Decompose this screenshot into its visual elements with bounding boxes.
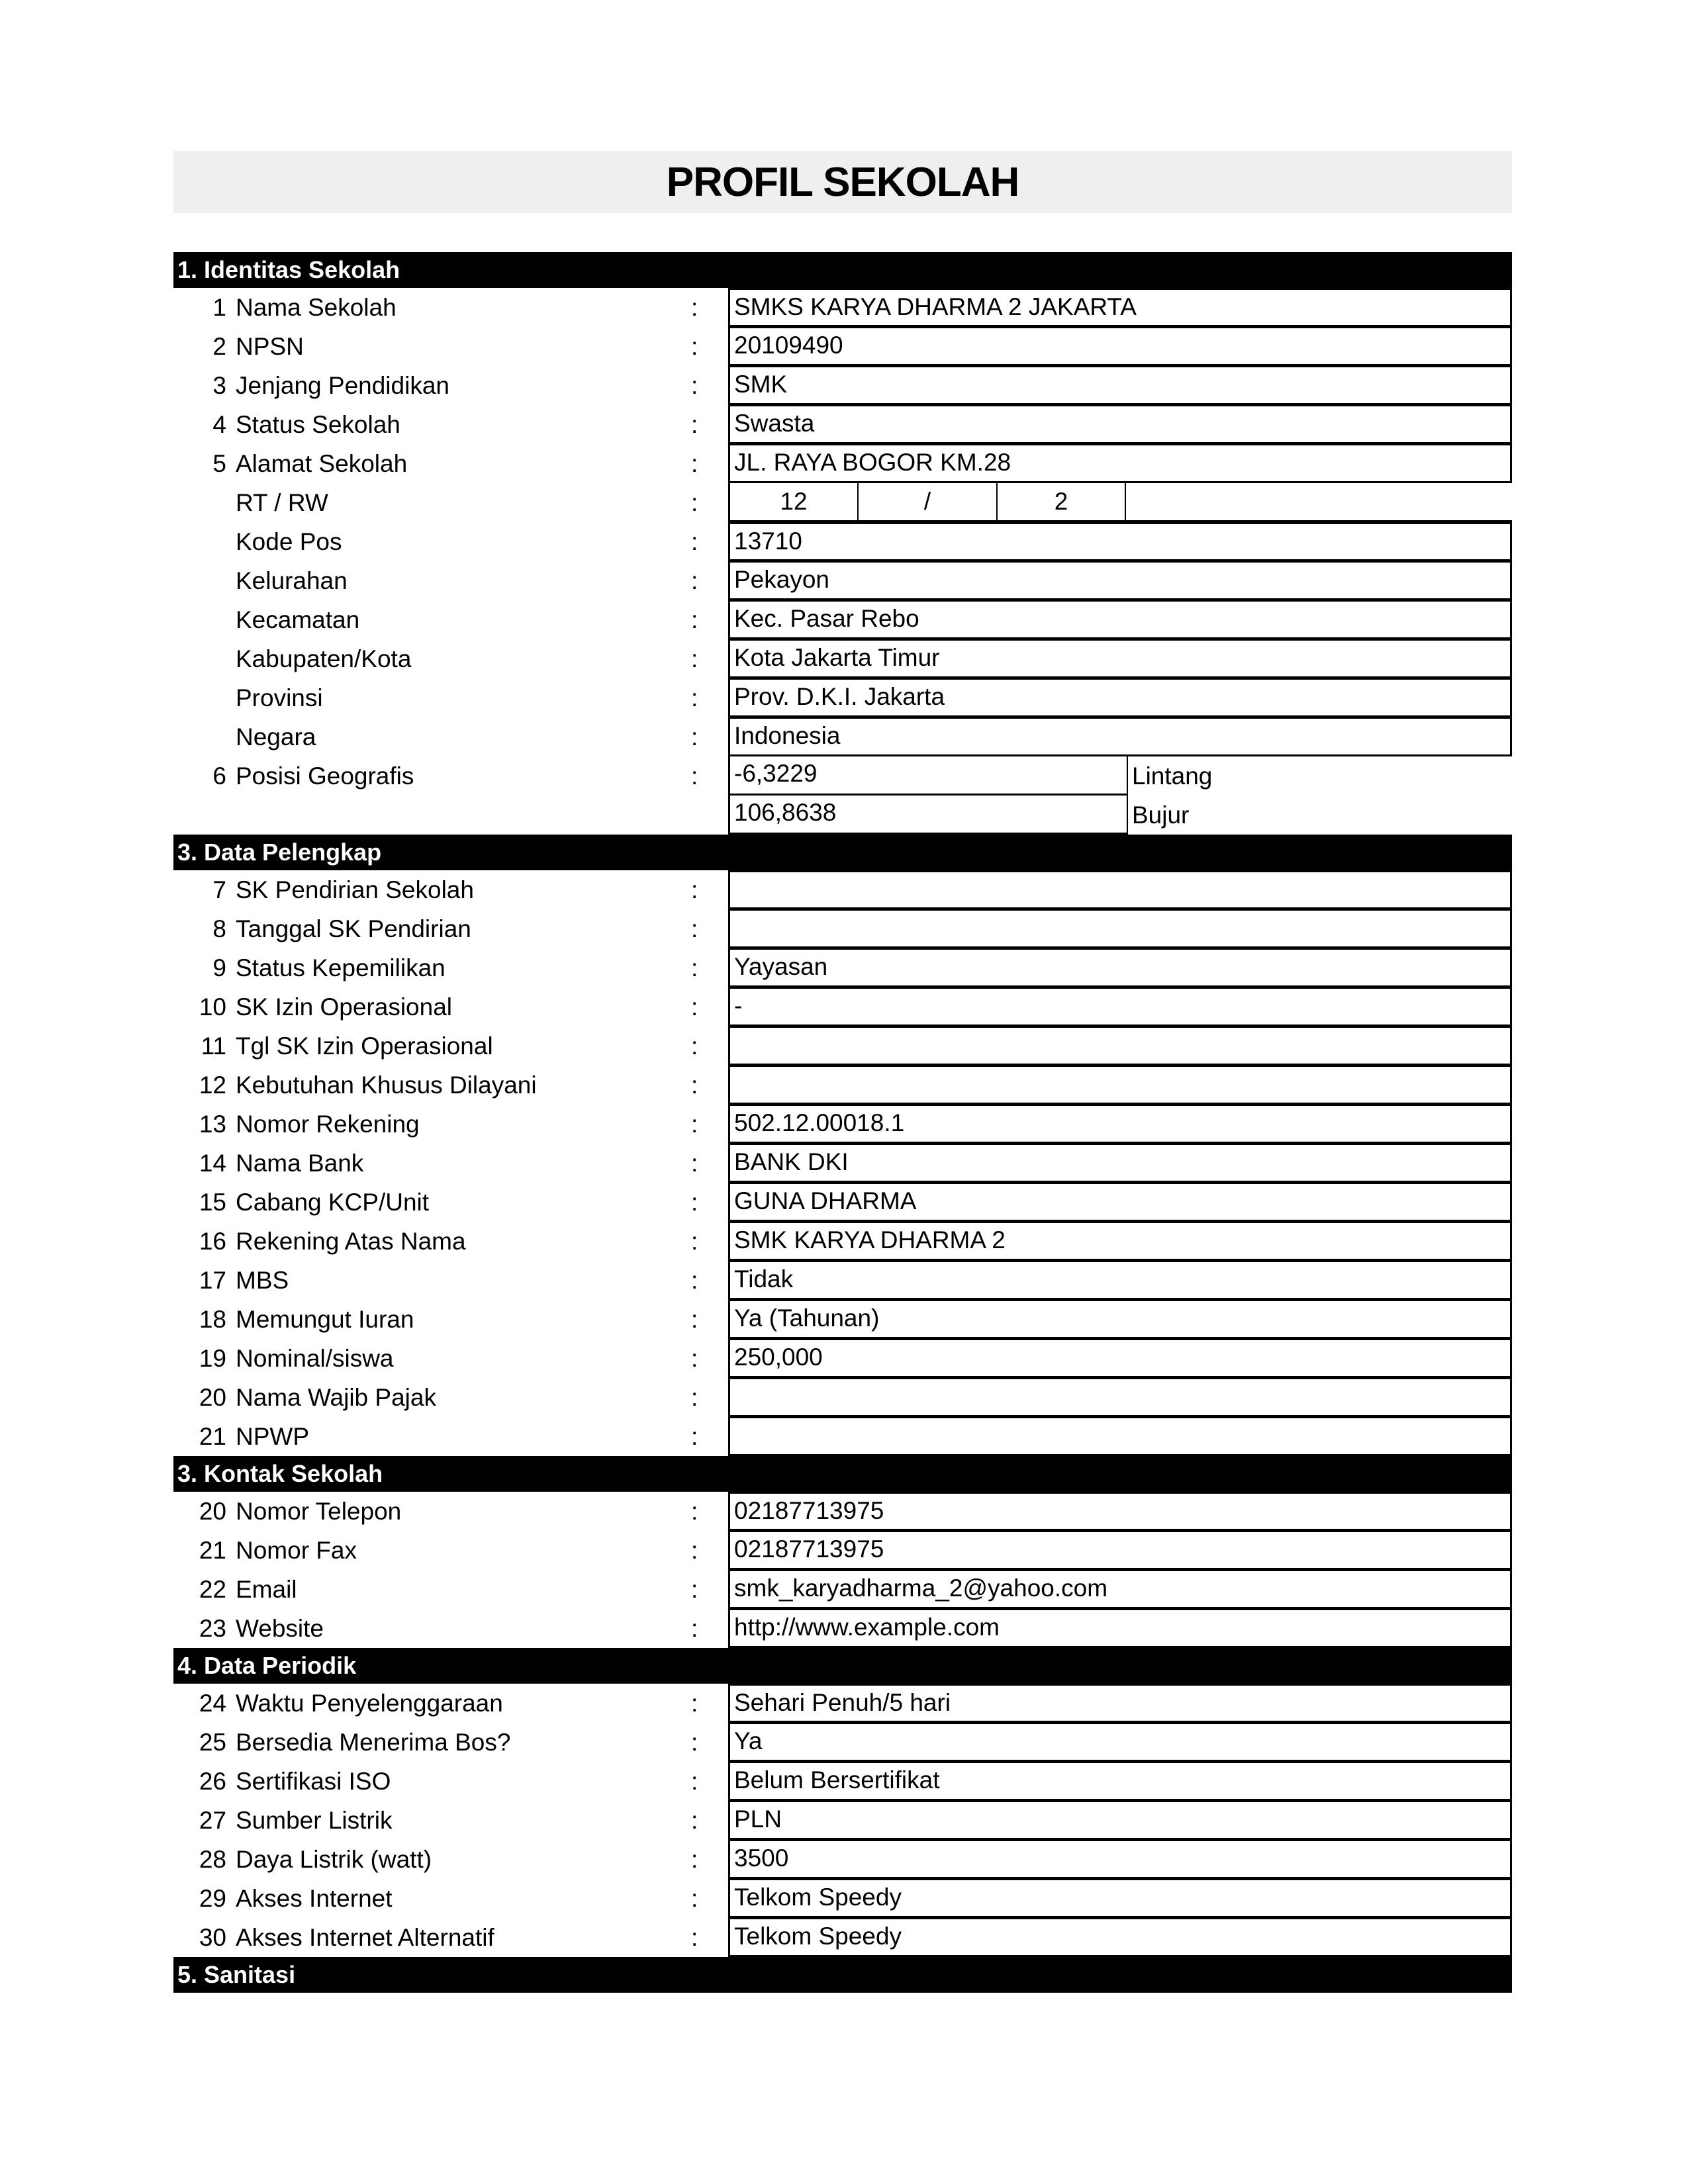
page-title: PROFIL SEKOLAH [666,159,1019,205]
section-header-pelengkap: 3. Data Pelengkap [173,835,1512,870]
colon: : [691,684,698,711]
status-sekolah-field[interactable]: Swasta [728,405,1512,444]
row-number: 24 [199,1690,226,1717]
row-number: 21 [199,1537,226,1564]
colon: : [691,1384,698,1411]
field-label: Sertifikasi ISO [236,1768,391,1795]
row-number: 11 [201,1032,226,1060]
colon: : [691,1498,698,1525]
field-label: Status Kepemilikan [236,954,445,981]
table-row [173,1531,1512,1570]
field-label: Kelurahan [236,567,348,594]
table-row [173,405,1512,444]
section-header-periodik: 4. Data Periodik [173,1648,1512,1684]
field-label: Nomor Telepon [236,1498,402,1525]
field-label: Kecamatan [236,606,360,633]
rt-rw-group [728,483,1512,522]
colon: : [691,993,698,1021]
colon: : [691,1267,698,1294]
table-row-geo-longitude [173,796,1512,835]
row-number: 23 [199,1615,226,1642]
field-label: Provinsi [236,684,323,711]
colon: : [691,1111,698,1138]
field-label: Email [236,1576,297,1603]
table-row [173,1183,1512,1222]
field-label: MBS [236,1267,289,1294]
table-row [173,288,1512,327]
table-row [173,366,1512,405]
kontak-value-field[interactable]: 02187713975 [728,1492,1512,1531]
pelengkap-value-field[interactable]: Ya (Tahunan) [728,1300,1512,1339]
colon: : [691,1807,698,1834]
row-number: 2 [212,333,226,360]
table-row-geo-latitude [173,756,1512,796]
pelengkap-rows [173,870,1512,1456]
table-row [173,1261,1512,1300]
pelengkap-value-field[interactable]: SMK KARYA DHARMA 2 [728,1222,1512,1261]
row-number: 10 [199,993,226,1021]
row-number: 4 [212,411,226,438]
row-number: 12 [199,1071,226,1099]
field-label: Rekening Atas Nama [236,1228,466,1255]
field-label: Status Sekolah [236,411,400,438]
colon: : [691,876,698,903]
colon: : [691,1768,698,1795]
kontak-value-field[interactable]: 02187713975 [728,1531,1512,1570]
field-label: Nomor Rekening [236,1111,420,1138]
jenjang-pendidikan-field[interactable]: SMK [728,366,1512,405]
periodik-value-field[interactable]: Telkom Speedy [728,1918,1512,1957]
table-row [173,717,1512,756]
latitude-label: Lintang [1132,762,1213,790]
spacer [173,213,1512,252]
colon: : [691,1846,698,1873]
field-label: Negara [236,723,316,751]
periodik-value-field[interactable]: 3500 [728,1840,1512,1879]
colon: : [691,1885,698,1912]
table-row [173,1684,1512,1723]
row-number: 1 [212,294,226,321]
colon: : [691,372,698,399]
section-header-sanitasi: 5. Sanitasi [173,1957,1512,1993]
field-label: Tanggal SK Pendirian [236,915,471,942]
row-number: 17 [199,1267,226,1294]
row-number: 20 [199,1498,226,1525]
field-label: Nomor Fax [236,1537,357,1564]
field-label: Posisi Geografis [236,762,414,790]
table-row [173,1105,1512,1144]
row-number: 14 [199,1150,226,1177]
pelengkap-value-field[interactable] [728,1026,1512,1066]
row-number: 9 [212,954,226,981]
title-band [173,151,1512,213]
table-row [173,1801,1512,1840]
nama-sekolah-field[interactable]: SMKS KARYA DHARMA 2 JAKARTA [728,288,1512,327]
kontak-value-field[interactable]: smk_karyadharma_2@yahoo.com [728,1570,1512,1609]
table-row [173,987,1512,1026]
field-label: Tgl SK Izin Operasional [236,1032,493,1060]
table-row [173,600,1512,639]
pelengkap-value-field[interactable] [728,1378,1512,1417]
colon: : [691,1345,698,1372]
table-row [173,870,1512,909]
rt-rw-empty-cell [1126,483,1512,520]
field-label: Daya Listrik (watt) [236,1846,432,1873]
pelengkap-value-field[interactable] [728,1417,1512,1456]
field-label: Nominal/siswa [236,1345,394,1372]
periodik-value-field[interactable]: Telkom Speedy [728,1879,1512,1918]
geo-longitude-group [728,796,1512,835]
field-label: RT / RW [236,489,328,516]
colon: : [691,1228,698,1255]
row-number: 27 [199,1807,226,1834]
rt-field[interactable]: 12 [730,483,859,520]
table-row [173,1570,1512,1609]
colon: : [691,1615,698,1642]
colon: : [691,333,698,360]
colon: : [691,1071,698,1099]
row-number: 30 [199,1924,226,1951]
row-number: 3 [212,372,226,399]
latitude-field[interactable]: -6,3229 [728,756,1128,796]
field-label: Nama Sekolah [236,294,397,321]
periodik-value-field[interactable]: PLN [728,1801,1512,1840]
field-label: Waktu Penyelenggaraan [236,1690,503,1717]
table-row [173,1918,1512,1957]
colon: : [691,567,698,594]
colon: : [691,1032,698,1060]
periodik-rows [173,1684,1512,1957]
colon: : [691,606,698,633]
field-label: Kode Pos [236,528,342,555]
section-header-identitas: 1. Identitas Sekolah [173,252,1512,288]
rt-rw-separator: / [859,483,998,520]
row-number: 7 [212,876,226,903]
colon: : [691,411,698,438]
table-row [173,1339,1512,1378]
field-label: Website [236,1615,324,1642]
row-number: 20 [199,1384,226,1411]
colon: : [691,954,698,981]
row-number: 25 [199,1729,226,1756]
colon: : [691,1576,698,1603]
colon: : [691,1306,698,1333]
pelengkap-value-field[interactable]: Tidak [728,1261,1512,1300]
table-row [173,1378,1512,1417]
field-label: Memungut Iuran [236,1306,414,1333]
row-number: 26 [199,1768,226,1795]
row-number: 22 [199,1576,226,1603]
alamat-sekolah-field[interactable]: JL. RAYA BOGOR KM.28 [728,444,1512,483]
rw-field[interactable]: 2 [998,483,1126,520]
row-number: 21 [199,1423,226,1450]
field-label: NPSN [236,333,304,360]
table-row [173,1300,1512,1339]
table-row [173,1026,1512,1066]
field-label: Kabupaten/Kota [236,645,412,672]
table-row [173,1609,1512,1648]
field-label: Akses Internet [236,1885,393,1912]
colon: : [691,762,698,790]
colon: : [691,1189,698,1216]
table-row [173,1222,1512,1261]
field-label: Sumber Listrik [236,1807,393,1834]
table-row-rt-rw [173,483,1512,522]
field-label: Kebutuhan Khusus Dilayani [236,1071,537,1099]
colon: : [691,489,698,516]
table-row [173,522,1512,561]
colon: : [691,1690,698,1717]
colon: : [691,723,698,751]
row-number: 5 [212,450,226,477]
colon: : [691,450,698,477]
periodik-value-field[interactable]: Ya [728,1723,1512,1762]
pelengkap-value-field[interactable]: GUNA DHARMA [728,1183,1512,1222]
field-label: Jenjang Pendidikan [236,372,449,399]
kode-pos-field[interactable]: 13710 [728,522,1512,561]
colon: : [691,528,698,555]
pelengkap-value-field[interactable]: 502.12.00018.1 [728,1105,1512,1144]
row-number: 8 [212,915,226,942]
kontak-rows [173,1492,1512,1648]
pelengkap-value-field[interactable] [728,909,1512,948]
pelengkap-value-field[interactable] [728,870,1512,909]
colon: : [691,1423,698,1450]
table-row [173,1723,1512,1762]
negara-field[interactable]: Indonesia [728,717,1512,756]
profil-sekolah-document [173,151,1512,1993]
field-label: Bersedia Menerima Bos? [236,1729,511,1756]
colon: : [691,1924,698,1951]
colon: : [691,1537,698,1564]
pelengkap-value-field[interactable]: - [728,987,1512,1026]
field-label: Nama Bank [236,1150,364,1177]
pelengkap-value-field[interactable] [728,1066,1512,1105]
field-label: Akses Internet Alternatif [236,1924,494,1951]
field-label: Alamat Sekolah [236,450,408,477]
pelengkap-value-field[interactable]: Yayasan [728,948,1512,987]
table-row [173,561,1512,600]
colon: : [691,645,698,672]
npsn-field[interactable]: 20109490 [728,327,1512,366]
row-number: 16 [199,1228,226,1255]
table-row [173,1417,1512,1456]
table-row [173,1066,1512,1105]
table-row [173,639,1512,678]
table-row [173,327,1512,366]
row-number: 6 [212,762,226,790]
table-row [173,1144,1512,1183]
field-label: Cabang KCP/Unit [236,1189,430,1216]
periodik-value-field[interactable]: Sehari Penuh/5 hari [728,1684,1512,1723]
colon: : [691,915,698,942]
colon: : [691,1729,698,1756]
section-header-kontak: 3. Kontak Sekolah [173,1456,1512,1492]
table-row [173,678,1512,717]
kontak-value-field[interactable]: http://www.example.com [728,1609,1512,1648]
pelengkap-value-field[interactable]: BANK DKI [728,1144,1512,1183]
colon: : [691,294,698,321]
row-number: 13 [199,1111,226,1138]
longitude-field[interactable]: 106,8638 [728,796,1128,835]
table-row [173,1492,1512,1531]
table-row [173,909,1512,948]
table-row [173,1762,1512,1801]
colon: : [691,1150,698,1177]
kelurahan-field[interactable]: Pekayon [728,561,1512,600]
field-label: Nama Wajib Pajak [236,1384,436,1411]
field-label: NPWP [236,1423,309,1450]
kecamatan-field[interactable]: Kec. Pasar Rebo [728,600,1512,639]
geo-latitude-group [728,756,1512,796]
field-label: SK Izin Operasional [236,993,453,1021]
table-row [173,948,1512,987]
pelengkap-value-field[interactable]: 250,000 [728,1339,1512,1378]
table-row [173,1840,1512,1879]
field-label: SK Pendirian Sekolah [236,876,474,903]
kabupaten-kota-field[interactable]: Kota Jakarta Timur [728,639,1512,678]
table-row [173,444,1512,483]
row-number: 29 [199,1885,226,1912]
row-number: 15 [199,1189,226,1216]
row-number: 28 [199,1846,226,1873]
table-row [173,1879,1512,1918]
row-number: 19 [199,1345,226,1372]
row-number: 18 [199,1306,226,1333]
periodik-value-field[interactable]: Belum Bersertifikat [728,1762,1512,1801]
longitude-label: Bujur [1132,801,1190,829]
provinsi-field[interactable]: Prov. D.K.I. Jakarta [728,678,1512,717]
